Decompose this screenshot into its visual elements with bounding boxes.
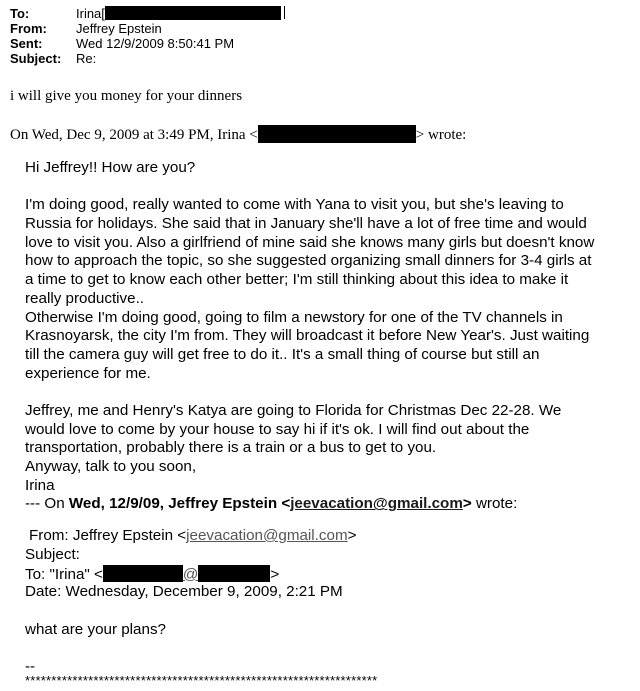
nested-from-close: > bbox=[347, 527, 357, 544]
paragraph-line: would love to come by your house to say hi if it's ok. I will find out about the bbox=[25, 420, 530, 438]
sent-row bbox=[10, 36, 285, 51]
paragraph-line: Otherwise I'm doing good, going to film a newstory for one of the TV channels in bbox=[25, 308, 563, 326]
nested-from-text: From: Jeffrey Epstein < bbox=[29, 527, 187, 544]
nested-body-text: what are your plans? bbox=[25, 620, 166, 638]
redaction-box bbox=[103, 565, 183, 582]
blank-line bbox=[25, 639, 343, 658]
nested-header-bold: Wed, 12/9/09, Jeffrey Epstein < bbox=[68, 495, 291, 513]
from-label: From: bbox=[10, 21, 47, 36]
signature-dash: -- bbox=[25, 658, 36, 676]
paragraph-line: transportation, probably there is a train or a bus to get to you. bbox=[25, 439, 437, 457]
nested-header-close: > bbox=[462, 495, 472, 513]
nested-date-line: Date: Wednesday, December 9, 2009, 2:21 PM bbox=[25, 583, 343, 601]
paragraph-line: Jeffrey, me and Henry's Katya are going to Florida for Christmas Dec 22-28. We bbox=[25, 401, 562, 419]
email-link[interactable]: jeevacation@gmail.com bbox=[290, 495, 463, 513]
subject-label: Subject: bbox=[10, 51, 62, 66]
nested-subject-line: Subject: bbox=[25, 546, 80, 563]
paragraph-line: really productive.. bbox=[25, 289, 145, 307]
paragraph-line: Russia for holidays. She said that in January she'll have a lot of free time and would bbox=[25, 215, 587, 233]
to-value: Irina[ bbox=[76, 6, 105, 21]
reply-text: i will give you money for your dinners bbox=[10, 88, 243, 104]
redaction-bracket bbox=[281, 6, 285, 19]
irina-message bbox=[25, 159, 594, 514]
blank-line bbox=[25, 602, 343, 621]
signature-stars: ******************************************************************* bbox=[25, 673, 378, 688]
paragraph-line: Irina bbox=[25, 476, 55, 494]
paragraph-line: experience for me. bbox=[25, 364, 151, 382]
paragraph-line: a time to get to know each other better; I'm still thinking about this idea to make it bbox=[25, 271, 569, 289]
nested-to-line bbox=[25, 565, 343, 584]
redaction-box bbox=[258, 125, 416, 143]
blank-line bbox=[25, 383, 594, 402]
nested-to-prefix: To: "Irina" < bbox=[25, 565, 103, 583]
nested-header-suffix: wrote: bbox=[471, 495, 518, 513]
nested-quote-header bbox=[25, 495, 594, 514]
nested-to-at: @ bbox=[182, 565, 199, 583]
nested-from-line bbox=[29, 527, 356, 546]
quote-header-suffix: > wrote: bbox=[415, 127, 467, 143]
nested-to-close: > bbox=[270, 565, 280, 583]
email-header bbox=[10, 6, 285, 66]
paragraph-line: how to approach the topic, so she suggested organizing small dinners for 3-4 girls at bbox=[25, 252, 592, 270]
redaction-box bbox=[105, 6, 281, 20]
to-label: To: bbox=[10, 6, 30, 21]
greeting-line: Hi Jeffrey!! How are you? bbox=[25, 159, 196, 176]
subject-value: Re: bbox=[76, 51, 97, 66]
sent-label: Sent: bbox=[10, 36, 43, 51]
redaction-box bbox=[198, 565, 270, 582]
from-row bbox=[10, 21, 285, 36]
blank-line bbox=[25, 178, 594, 197]
paragraph-line: Krasnoyarsk, the city I'm from. They will broadcast it before New Year's. Just waiting bbox=[25, 327, 590, 345]
from-value: Jeffrey Epstein bbox=[76, 21, 162, 36]
nested-message bbox=[29, 527, 356, 546]
email-link[interactable]: jeevacation@gmail.com bbox=[186, 527, 348, 544]
paragraph-line: I'm doing good, really wanted to come with Yana to visit you, but she's leaving to bbox=[25, 196, 564, 214]
sent-value: Wed 12/9/2009 8:50:41 PM bbox=[76, 36, 235, 51]
nested-message-body bbox=[25, 546, 343, 677]
quote-header-prefix: On Wed, Dec 9, 2009 at 3:49 PM, Irina < bbox=[10, 127, 258, 143]
to-row bbox=[10, 6, 285, 21]
paragraph-line: Anyway, talk to you soon, bbox=[25, 458, 197, 475]
paragraph-line: till the camera guy will get free to do it.. It's a small thing of course but still an bbox=[25, 345, 540, 363]
nested-header-prefix: --- On bbox=[25, 495, 69, 513]
quote-header bbox=[10, 125, 466, 144]
subject-row bbox=[10, 51, 285, 66]
paragraph-line: love to visit you. Also a girlfriend of mine said she knows many girls but doesn't know bbox=[25, 233, 595, 251]
